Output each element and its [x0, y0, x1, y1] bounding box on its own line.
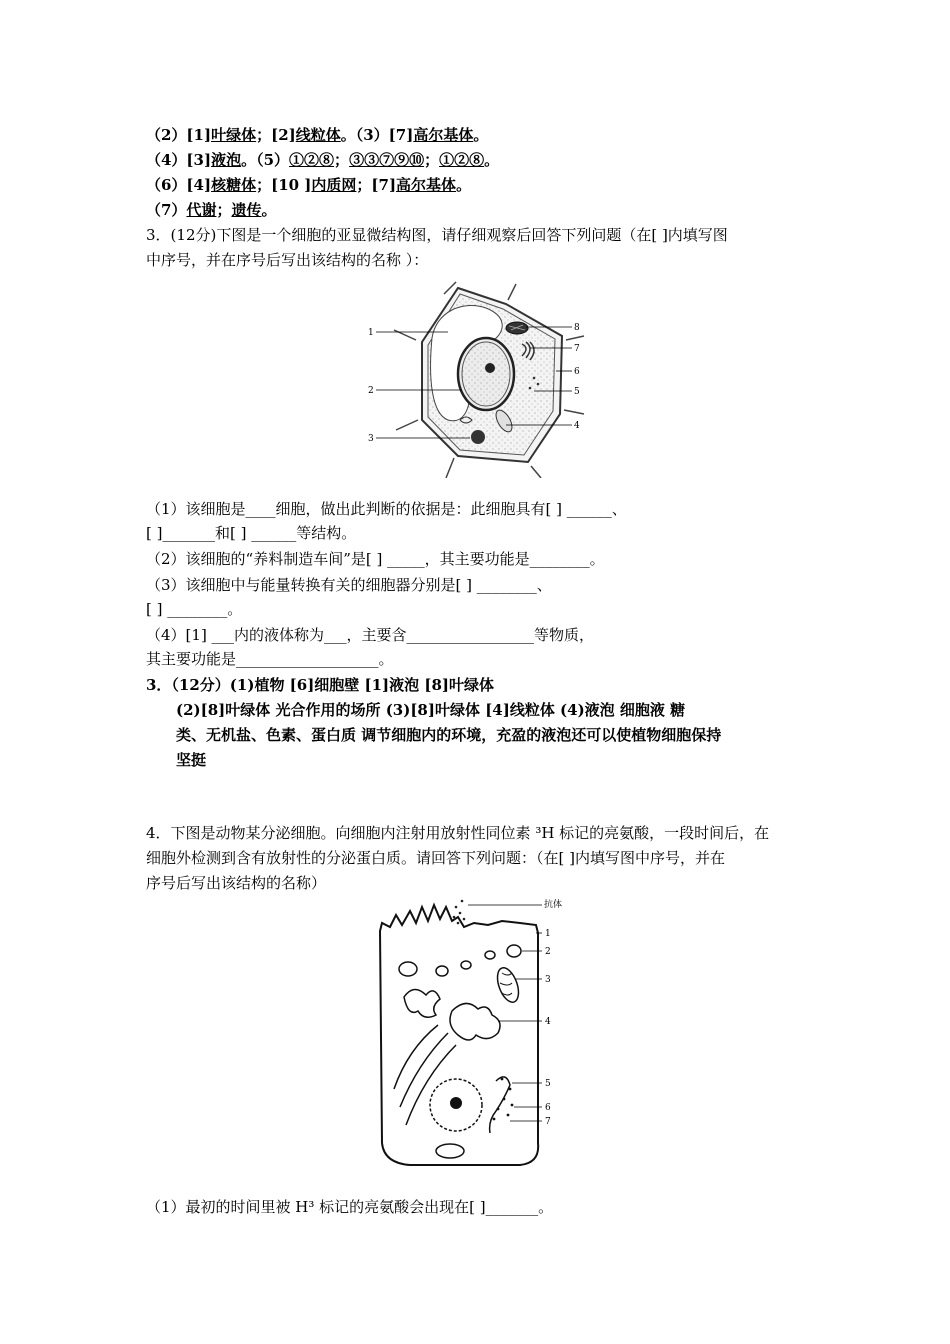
q3-answer-line4: 坚挺 — [176, 751, 207, 769]
q3-answer-line2: (2)[8]叶绿体 光合作用的场所 (3)[8]叶绿体 [4]线粒体 (4)液泡 细胞液 糖 — [176, 701, 686, 719]
label-1: 1 — [368, 328, 374, 338]
text: （2）[1] — [146, 126, 212, 144]
q3-sub4-line2: 其主要功能是___________________。 — [146, 650, 394, 668]
q3-stem-line2: 中序号，并在序号后写出该结构的名称 ）： — [146, 251, 429, 269]
label-4: 4 — [545, 1017, 551, 1027]
text: （6）[4] — [146, 176, 212, 194]
q3-sub2: （2）该细胞的“养料制造车间”是[ ] _____，其主要功能是________。 — [146, 550, 605, 568]
text: 线粒体 — [295, 126, 341, 144]
text: ①②⑧ — [439, 151, 485, 169]
q4-stem-line2: 细胞外检测到含有放射性的分泌蛋白质。请回答下列问题：（在[ ]内填写图中序号，并在 — [146, 849, 725, 867]
nucleolus — [485, 363, 495, 373]
label-3: 3 — [545, 975, 551, 985]
q3-sub1-line2: [ ]_______和[ ] ______等结构。 — [146, 524, 357, 542]
label-2: 2 — [545, 947, 551, 957]
text: 高尔基体 — [413, 126, 474, 144]
text: 。 — [484, 151, 500, 169]
text: （4）[3] — [146, 151, 212, 169]
text: 。（3）[7] — [340, 126, 414, 144]
secretory-cell-diagram — [370, 893, 570, 1173]
text: 。 — [261, 201, 277, 219]
text: ③③⑦⑨⑩ — [349, 151, 425, 169]
q3-answer-line3: 类、无机盐、色素、蛋白质 调节细胞内的环境，充盈的液泡还可以使植物细胞保持 — [176, 726, 722, 744]
text: 液泡 — [211, 151, 242, 169]
label-6: 6 — [545, 1103, 551, 1113]
q4-sub1: （1）最初的时间里被 H³ 标记的亮氨酸会出现在[ ]_______。 — [146, 1198, 554, 1216]
text: ；[10 ] — [256, 176, 312, 194]
q3-answer-line1: 3．（12分）(1)植物 [6]细胞壁 [1]液泡 [8]叶绿体 — [146, 676, 495, 694]
text: （7） — [146, 201, 187, 219]
plant-cell-diagram — [366, 280, 586, 478]
label-5: 5 — [545, 1079, 551, 1089]
text: ；[7] — [356, 176, 397, 194]
q3-sub4-line1: （4）[1] ___内的液体称为___，主要含_________________等物质， — [146, 626, 595, 644]
label-6: 6 — [574, 367, 580, 377]
text: 高尔基体 — [396, 176, 457, 194]
q3-stem-line1: 3．(12分)下图是一个细胞的亚显微结构图，请仔细观察后回答下列问题（在[ ]内填写图 — [146, 226, 728, 244]
label-7: 7 — [545, 1117, 551, 1127]
label-7: 7 — [574, 344, 580, 354]
answer-line-2 — [146, 124, 488, 146]
text: ①②⑧ — [289, 151, 335, 169]
q3-sub1-line1: （1）该细胞是____细胞，做出此判断的依据是：此细胞具有[ ] ______、 — [146, 500, 627, 518]
text: ；[2] — [256, 126, 296, 144]
q4-stem-line1: 4．下图是动物某分泌细胞。向细胞内注射用放射性同位素 ³H 标记的亮氨酸，一段时间后，在 — [146, 824, 770, 842]
text: 内质网 — [311, 176, 357, 194]
q3-sub3-line1: （3）该细胞中与能量转换有关的细胞器分别是[ ] ________、 — [146, 576, 552, 594]
text: 。 — [473, 126, 489, 144]
answer-line-4 — [146, 149, 499, 171]
text: ； — [334, 151, 350, 169]
text: 代谢 — [186, 201, 217, 219]
text: 遗传 — [231, 201, 262, 219]
label-8: 8 — [574, 323, 580, 333]
organelle-3 — [471, 430, 485, 444]
answer-line-7 — [146, 199, 277, 221]
text: 。（5） — [241, 151, 290, 169]
label-antibody: 抗体 — [544, 900, 563, 910]
q3-sub3-line2: [ ] ________。 — [146, 600, 243, 618]
text: ； — [216, 201, 232, 219]
text: 叶绿体 — [211, 126, 257, 144]
label-4: 4 — [574, 421, 580, 431]
label-1: 1 — [545, 929, 551, 939]
answer-line-6 — [146, 174, 471, 196]
label-5: 5 — [574, 387, 580, 397]
q4-stem-line3: 序号后写出该结构的名称） — [146, 874, 327, 892]
label-2: 2 — [368, 386, 374, 396]
text: ； — [424, 151, 440, 169]
text: 核糖体 — [211, 176, 257, 194]
nucleolus — [450, 1097, 462, 1109]
label-3: 3 — [368, 434, 374, 444]
text: 。 — [456, 176, 472, 194]
